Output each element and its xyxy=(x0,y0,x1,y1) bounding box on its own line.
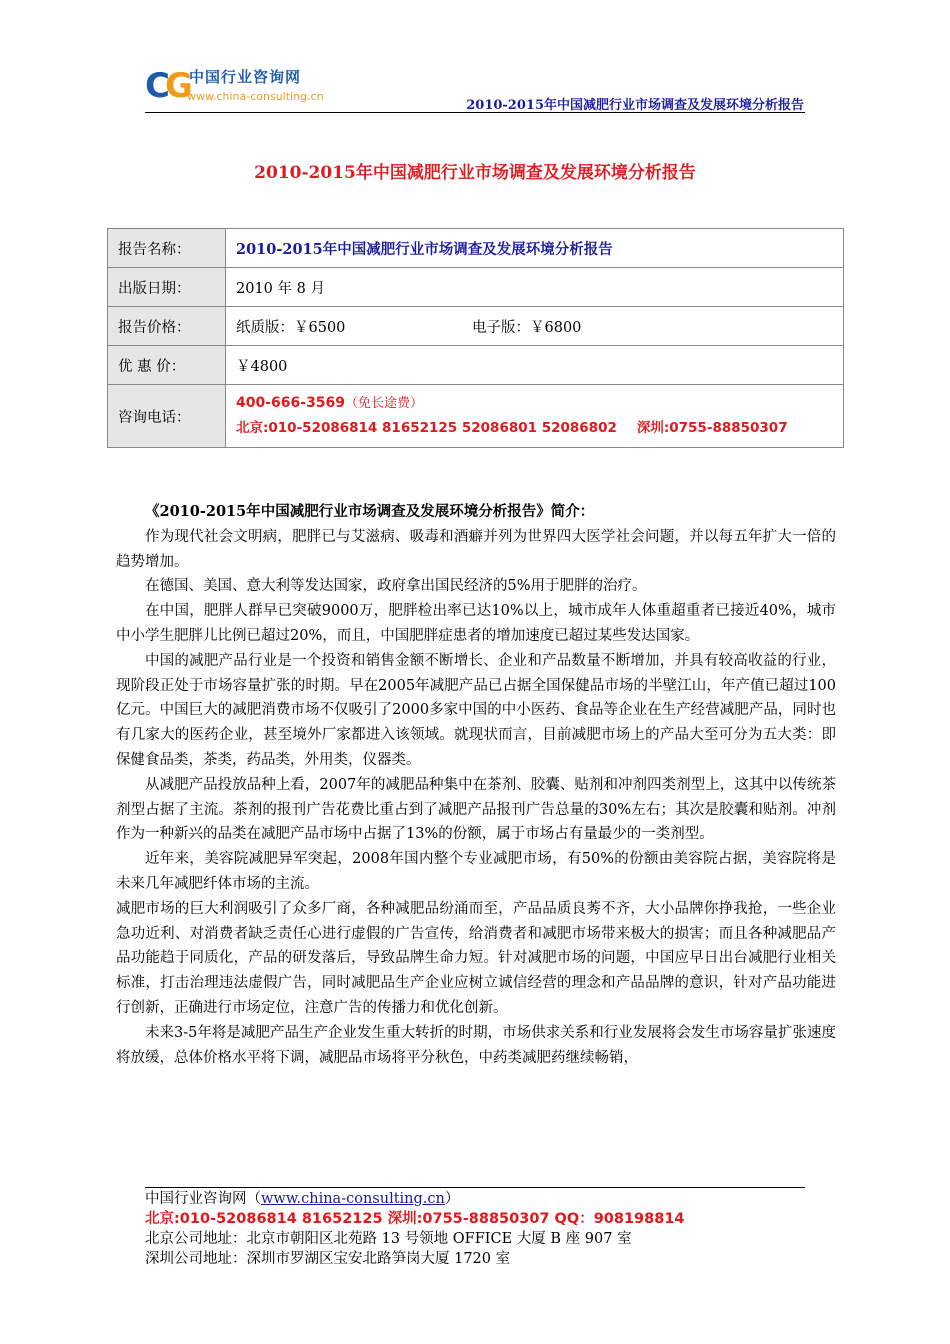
footer-site-close: ） xyxy=(444,1191,460,1207)
footer-beijing-address: 北京公司地址：北京市朝阳区北苑路 13 号领地 OFFICE 大厦 B 座 907 室 xyxy=(145,1231,632,1247)
phone-cell xyxy=(226,385,844,448)
intro-paragraph: 从减肥产品投放品种上看，2007年的减肥品种集中在茶剂、胶囊、贴剂和冲剂四类剂型上，这其中以传统茶剂型占据了主流。茶剂的报刊广告花费比重占到了减肥产品报刊广告总量的30%左右；其次是胶囊和贴剂。冲剂作为一种新兴的品类在减肥产品市场中占据了13%的份额，属于市场占有量最少的一类剂型。 xyxy=(116,776,836,843)
date-value: 2010 年 8 月 xyxy=(226,268,844,307)
price-paper: 纸质版：￥6500 xyxy=(236,319,346,336)
footer-contact: 北京:010-52086814 81652125 深圳:0755-88850307 QQ：908198814 xyxy=(145,1211,685,1227)
introduction-section xyxy=(116,500,836,1070)
intro-heading: 《2010-2015年中国减肥行业市场调查及发展环境分析报告》简介： xyxy=(145,503,595,520)
intro-paragraph: 在德国、美国、意大利等发达国家，政府拿出国民经济的5%用于肥胖的治疗。 xyxy=(145,578,647,595)
discount-value: ￥4800 xyxy=(226,346,844,385)
table-row xyxy=(108,346,844,385)
footer-site-name: 中国行业咨询网（ xyxy=(145,1191,261,1207)
intro-paragraph: 作为现代社会文明病，肥胖已与艾滋病、吸毒和酒癖并列为世界四大医学社会问题，并以每五年扩大一倍的趋势增加。 xyxy=(116,528,836,570)
table-row xyxy=(108,229,844,268)
discount-label: 优 惠 价： xyxy=(108,346,226,385)
date-label: 出版日期： xyxy=(108,268,226,307)
table-row xyxy=(108,307,844,346)
name-label: 报告名称： xyxy=(108,229,226,268)
footer-divider xyxy=(145,1187,805,1188)
price-label: 报告价格： xyxy=(108,307,226,346)
name-value: 2010-2015年中国减肥行业市场调查及发展环境分析报告 xyxy=(226,229,844,268)
logo-g-glyph: G xyxy=(165,66,193,106)
price-electronic: 电子版：￥6800 xyxy=(472,319,582,336)
table-row xyxy=(108,268,844,307)
logo-text: 中国行业咨询网 xyxy=(189,68,302,86)
header-title: 2010-2015年中国减肥行业市场调查及发展环境分析报告 xyxy=(466,98,804,113)
document-title: 2010-2015年中国减肥行业市场调查及发展环境分析报告 xyxy=(254,163,696,183)
price-cell xyxy=(226,307,844,346)
phone-hotline[interactable]: 400-666-3569 xyxy=(236,395,346,411)
header-divider xyxy=(145,112,805,113)
intro-paragraph: 未来3-5年将是减肥产品生产企业发生重大转折的时期，市场供求关系和行业发展将会发生市场容量扩张速度将放缓，总体价格水平将下调，减肥品市场将平分秋色，中药类减肥药继续畅销， xyxy=(116,1024,836,1066)
phone-label: 咨询电话： xyxy=(108,385,226,448)
phone-shenzhen: 深圳:0755-88850307 xyxy=(636,420,788,436)
logo-c-glyph: C xyxy=(145,66,170,106)
intro-paragraph: 近年来，美容院减肥异军突起，2008年国内整个专业减肥市场，有50%的份额由美容院占据，美容院将是未来几年减肥纤体市场的主流。 xyxy=(116,851,836,892)
table-row xyxy=(108,385,844,448)
intro-paragraph: 中国的减肥产品行业是一个投资和销售金额不断增长、企业和产品数量不断增加，并具有较高收益的行业，现阶段正处于市场容量扩张的时期。早在2005年减肥产品已占据全国保健品市场的半壁江山，年产值已超过100亿元。中国巨大的减肥消费市场不仅吸引了2000多家中国的中小医药、食品等企业在生产经营减肥产品，同时也有几家大的医药企业，甚至境外厂家都进入该领域。就现状而言，目前减肥市场上的产品大至可分为五大类：即保健食品类，茶类，药品类，外用类，仪器类。 xyxy=(116,652,836,768)
logo-url: www.china-consulting.cn xyxy=(187,90,324,103)
intro-paragraph: 减肥市场的巨大利润吸引了众多厂商，各种减肥品纷涌而至，产品品质良莠不齐，大小品牌你挣我抢，一些企业急功近利、对消费者缺乏责任心进行虚假的广告宣传，给消费者和减肥市场带来极大的损害；而且各种减肥品产品功能趋于同质化，产品的研发落后，导致品牌生命力短。针对减肥市场的问题，中国应早日出台减肥行业相关标准，打击治理违法虚假广告，同时减肥品生产企业应树立诚信经营的理念和产品品牌的意识，针对产品功能进行创新，正确进行市场定位，注意广告的传播力和优化创新。 xyxy=(116,900,836,1016)
footer-shenzhen-address: 深圳公司地址：深圳市罗湖区宝安北路笋岗大厦 1720 室 xyxy=(145,1251,511,1267)
intro-paragraph: 在中国，肥胖人群早已突破9000万，肥胖检出率已达10%以上，城市成年人体重超重者已接近40%，城市中小学生肥胖儿比例已超过20%，而且，中国肥胖症患者的增加速度已超过某些发达国家。 xyxy=(116,603,836,644)
site-logo[interactable] xyxy=(145,62,345,108)
report-info-table xyxy=(107,228,844,448)
phone-beijing: 北京:010-52086814 81652125 52086801 52086802 xyxy=(236,420,617,436)
footer-site-link[interactable]: www.china-consulting.cn xyxy=(261,1191,445,1207)
phone-hotline-note: （免长途费） xyxy=(345,396,424,411)
page-footer xyxy=(145,1189,685,1269)
